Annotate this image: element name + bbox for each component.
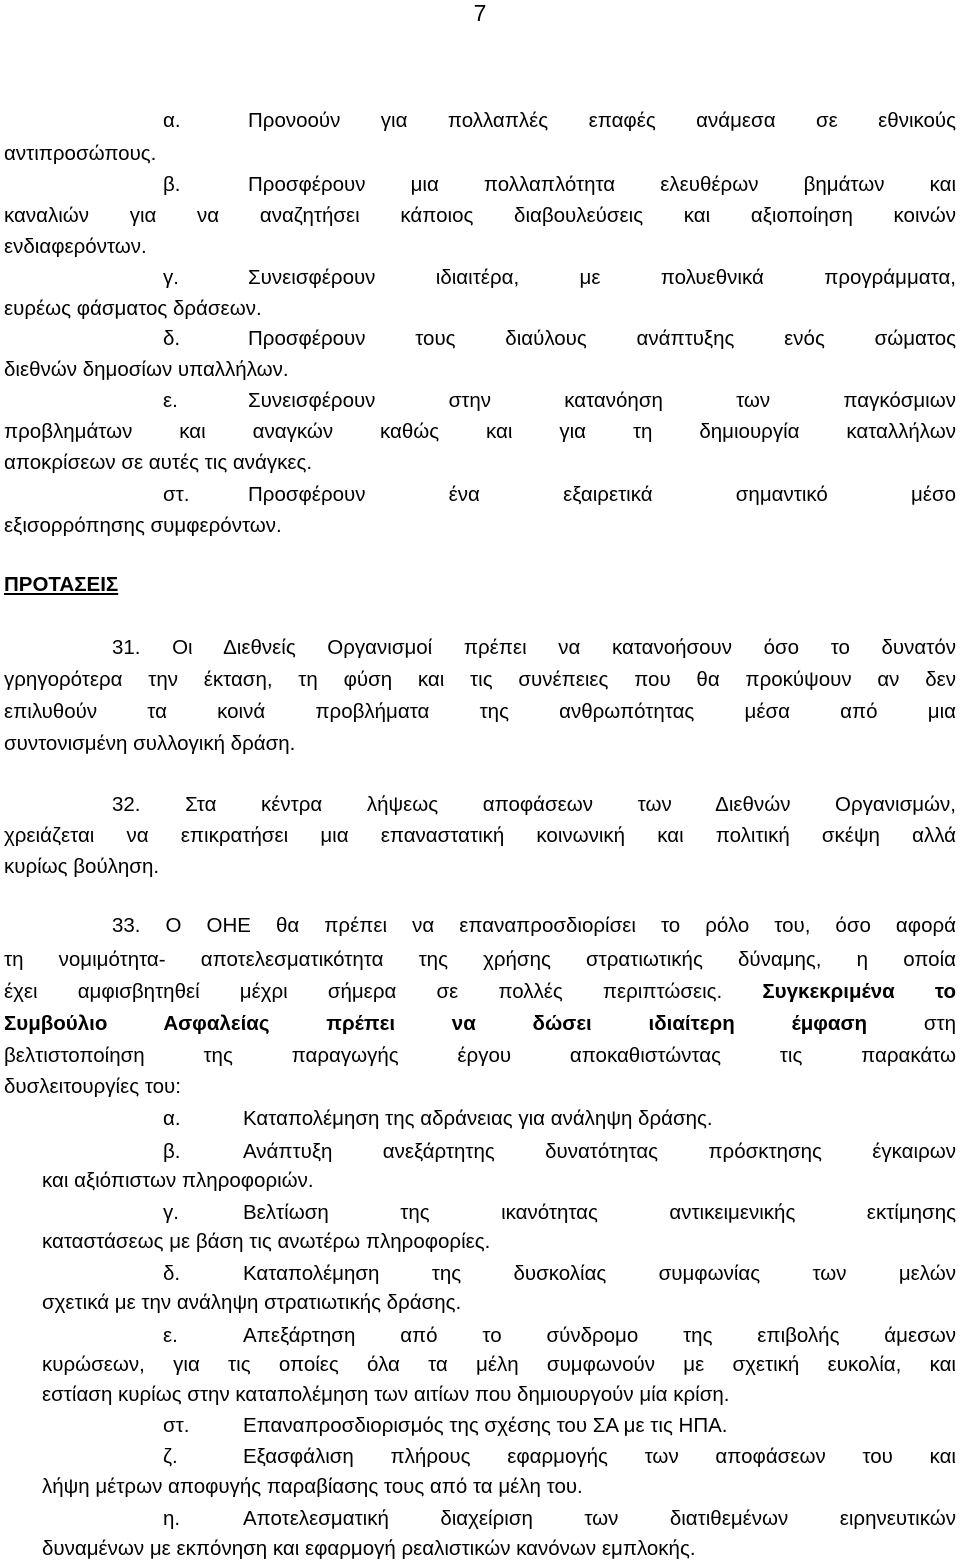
- paragraph-line: 33. Ο ΟΗΕ θα πρέπει να επαναπροσδιορίσει το ρόλο του, όσο αφορά: [112, 914, 956, 937]
- list-item-label: γ.: [163, 1201, 179, 1224]
- list-item-label: ε.: [163, 1324, 178, 1347]
- list-item-text: Απεξάρτηση από το σύνδρομο της επιβολής άμεσων: [243, 1324, 956, 1347]
- list-item-text: Συνεισφέρουν ιδιαιτέρα, με πολυεθνικά προγράμματα,: [248, 266, 956, 289]
- list-item-text: κυρώσεων, για τις οποίες όλα τα μέλη συμφωνούν με σχετική ευκολία, και: [42, 1353, 956, 1376]
- list-item-label: η.: [163, 1507, 181, 1530]
- list-item-text: σχετικά με την ανάληψη στρατιωτικής δράσης.: [42, 1291, 462, 1314]
- list-item-text: διεθνών δημοσίων υπαλλήλων.: [4, 358, 289, 381]
- list-item-text: Εξασφάλιση πλήρους εφαρμογής των αποφάσεων του και: [243, 1445, 956, 1468]
- paragraph-line: 31. Οι Διεθνείς Οργανισμοί πρέπει να κατανοήσουν όσο το δυνατόν: [112, 636, 956, 659]
- list-item-label: δ.: [163, 1262, 181, 1285]
- list-item-text: Καταπολέμηση της αδράνειας για ανάληψη δράσης.: [243, 1107, 713, 1130]
- paragraph-line: [4, 1010, 956, 1038]
- list-item-text: καναλιών για να αναζητήσει κάποιος διαβουλεύσεις και αξιοποίηση κοινών: [4, 204, 956, 227]
- list-item-label: β.: [163, 1140, 181, 1163]
- paragraph-line: τη νομιμότητα- αποτελεσματικότητα της χρήσης στρατιωτικής δύναμης, η οποία: [4, 948, 956, 971]
- paragraph-line: [4, 978, 956, 1006]
- list-item-text: και αξιόπιστων πληροφοριών.: [42, 1169, 314, 1192]
- paragraph-line: επιλυθούν τα κοινά προβλήματα της ανθρωπότητας μέσα από μια: [4, 700, 956, 723]
- list-item-text: εστίαση κυρίως στην καταπολέμηση των αιτίων που δημιουργούν μία κρίση.: [42, 1383, 730, 1406]
- paragraph-line: δυσλειτουργίες του:: [4, 1075, 181, 1098]
- list-item-label: α.: [163, 109, 181, 132]
- list-item-text: Προσφέρουν ένα εξαιρετικά σημαντικό μέσο: [248, 483, 956, 506]
- list-item-text: Ανάπτυξη ανεξάρτητης δυνατότητας πρόσκτησης έγκαιρων: [243, 1140, 956, 1163]
- paragraph-line: βελτιστοποίηση της παραγωγής έργου αποκαθιστώντας τις παρακάτω: [4, 1044, 956, 1067]
- list-item-label: στ.: [163, 1414, 190, 1437]
- list-item-text: Βελτίωση της ικανότητας αντικειμενικής εκτίμησης: [243, 1201, 956, 1224]
- list-item-text: καταστάσεως με βάση τις ανωτέρω πληροφορίες.: [42, 1230, 491, 1253]
- list-item-label: α.: [163, 1107, 181, 1130]
- page-number: 7: [473, 0, 487, 26]
- list-item-label: ε.: [163, 389, 178, 412]
- paragraph-text: στη: [923, 1012, 956, 1035]
- paragraph-line: συντονισμένη συλλογική δράση.: [4, 732, 296, 755]
- list-item-text: Επαναπροσδιορισμός της σχέσης του ΣΑ με τις ΗΠΑ.: [243, 1414, 728, 1437]
- list-item-label: γ.: [163, 266, 179, 289]
- section-heading: ΠΡΟΤΑΣΕΙΣ: [4, 573, 119, 596]
- list-item-text: Προσφέρουν τους διαύλους ανάπτυξης ενός σώματος: [248, 327, 956, 350]
- list-item-text: Προνοούν για πολλαπλές επαφές ανάμεσα σε εθνικούς: [248, 109, 956, 132]
- list-item-text: Συνεισφέρουν στην κατανόηση των παγκόσμιων: [248, 389, 956, 412]
- list-item-label: δ.: [163, 327, 181, 350]
- list-item-text: αντιπροσώπους.: [4, 142, 157, 165]
- list-item-text: εξισορρόπησης συμφερόντων.: [4, 514, 282, 537]
- list-item-text: Καταπολέμηση της δυσκολίας συμφωνίας των μελών: [243, 1262, 956, 1285]
- paragraph-line: κυρίως βούληση.: [4, 855, 160, 878]
- bold-text: Συμβούλιο Ασφαλείας πρέπει να δώσει ιδιαίτερη έμφαση: [4, 1012, 868, 1035]
- list-item-label: στ.: [163, 483, 190, 506]
- list-item-text: Αποτελεσματική διαχείριση των διατιθεμένων ειρηνευτικών: [243, 1507, 956, 1530]
- list-item-text: Προσφέρουν μια πολλαπλότητα ελευθέρων βημάτων και: [248, 173, 956, 196]
- list-item-text: λήψη μέτρων αποφυγής παραβίασης τους από τα μέλη του.: [42, 1475, 583, 1498]
- list-item-text: ευρέως φάσματος δράσεων.: [4, 297, 262, 320]
- list-item-label: ζ.: [163, 1445, 178, 1468]
- list-item-label: β.: [163, 173, 181, 196]
- bold-text: Συγκεκριμένα το: [762, 980, 956, 1003]
- list-item-text: προβλημάτων και αναγκών καθώς και για τη δημιουργία καταλλήλων: [4, 420, 956, 443]
- list-item-text: αποκρίσεων σε αυτές τις ανάγκες.: [4, 451, 313, 474]
- paragraph-line: γρηγορότερα την έκταση, τη φύση και τις συνέπειες που θα προκύψουν αν δεν: [4, 668, 956, 691]
- list-item-text: δυναμένων με εκπόνηση και εφαρμογή ρεαλιστικών κανόνων εμπλοκής.: [42, 1537, 696, 1560]
- list-item-text: ενδιαφερόντων.: [4, 235, 147, 258]
- paragraph-line: 32. Στα κέντρα λήψεως αποφάσεων των Διεθνών Οργανισμών,: [112, 793, 956, 816]
- paragraph-line: χρειάζεται να επικρατήσει μια επαναστατική κοινωνική και πολιτική σκέψη αλλά: [4, 824, 956, 847]
- paragraph-text: έχει αμφισβητηθεί μέχρι σήμερα σε πολλές περιπτώσεις.: [4, 980, 723, 1003]
